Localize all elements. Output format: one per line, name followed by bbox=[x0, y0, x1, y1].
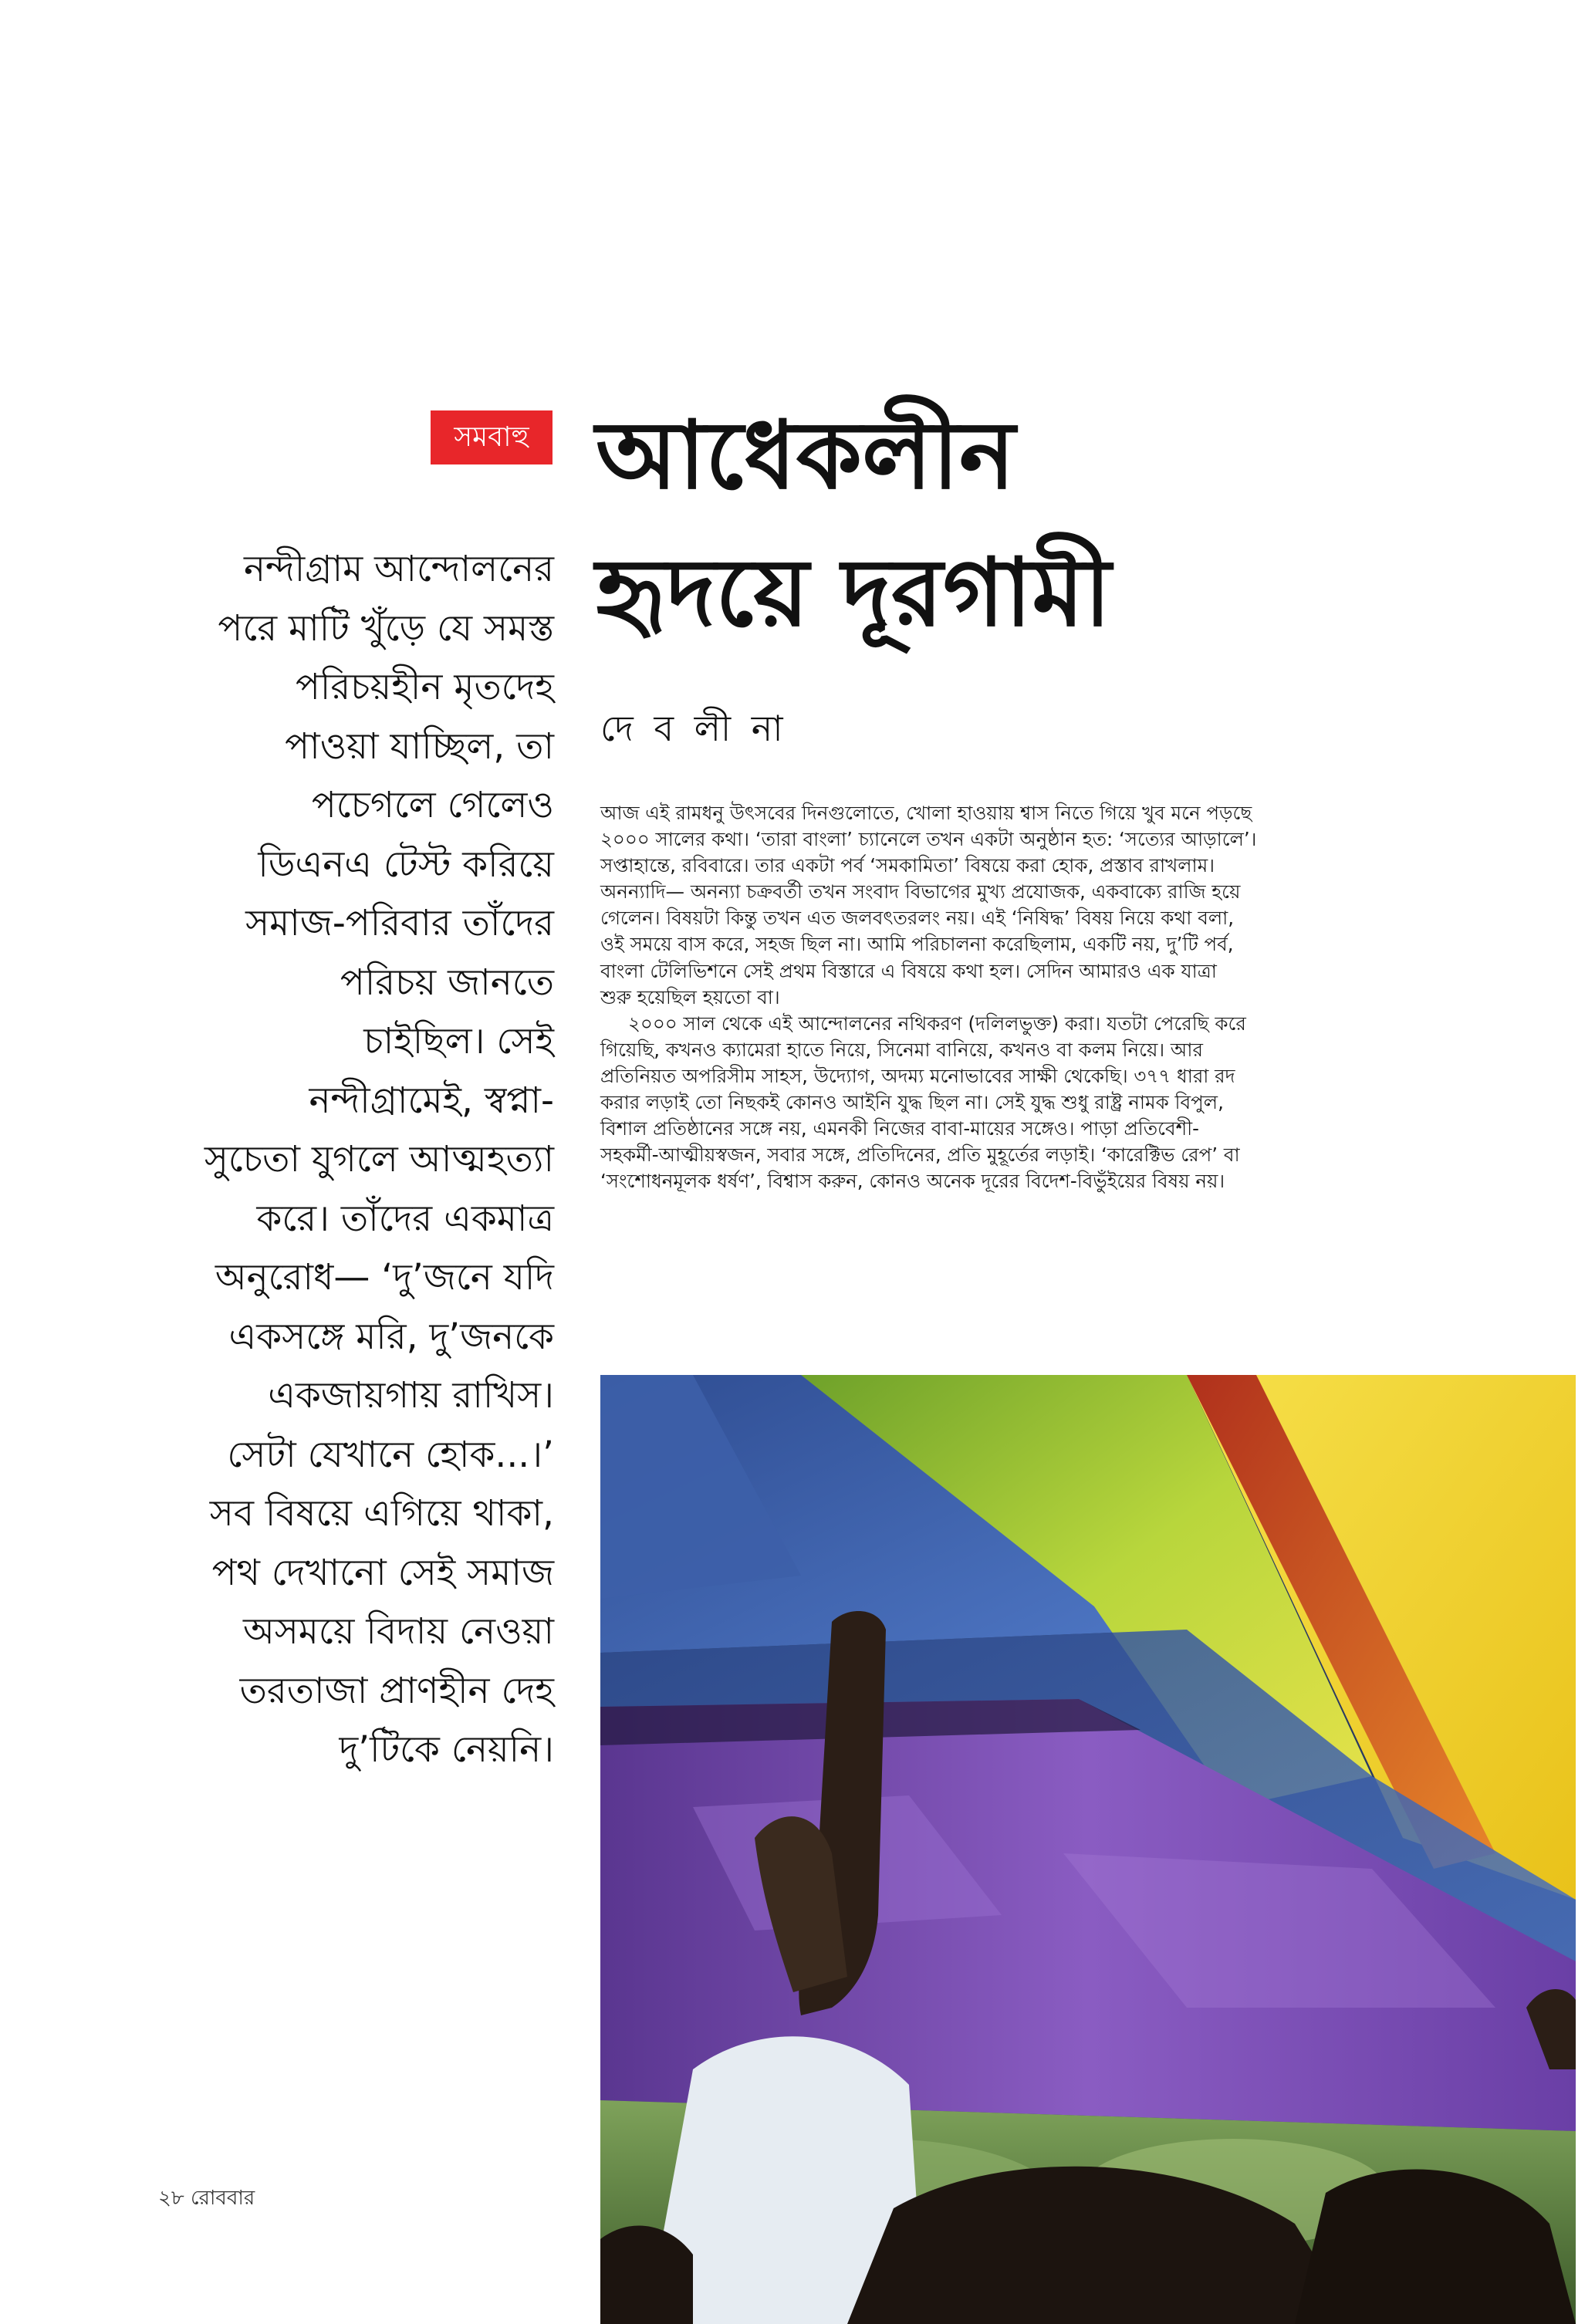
headline-line-1: আধেকলীন bbox=[596, 399, 1015, 510]
pull-quote-line: করে। তাঁদের একমাত্র bbox=[256, 1197, 554, 1240]
body-line: ‘সংশোধনমূলক ধর্ষণ’, বিশ্বাস করুন, কোনও অনেক দূরের বিদেশ-বিভুঁইয়ের বিষয় নয়। bbox=[600, 1170, 1225, 1193]
pull-quote-line: পথ দেখানো সেই সমাজ bbox=[211, 1551, 554, 1594]
article-body bbox=[600, 800, 1595, 1194]
body-line: গেলেন। বিষয়টা কিন্তু তখন এত জলবৎতরলং নয়। এই ‘নিষিদ্ধ’ বিষয় নিয়ে কথা বলা, bbox=[600, 907, 1234, 930]
body-line: সপ্তাহান্তে, রবিবারে। তার একটা পর্ব ‘সমকামিতা’ বিষয়ে করা হোক, প্রস্তাব রাখলাম। bbox=[600, 854, 1215, 877]
pull-quote-line: একজায়গায় রাখিস। bbox=[268, 1374, 554, 1417]
rainbow-flag-illustration bbox=[600, 1375, 1576, 2324]
body-line: করার লড়াই তো নিছকই কোনও আইনি যুদ্ধ ছিল না। সেই যুদ্ধ শুধু রাষ্ট্র নামক বিপুল, bbox=[600, 1091, 1224, 1114]
pull-quote-line: পরে মাটি খুঁড়ে যে সমস্ত bbox=[218, 606, 554, 650]
pull-quote-line: অনুরোধ— ‘দু’জনে যদি bbox=[215, 1256, 554, 1299]
pull-quote-line: নন্দীগ্রামেই, স্বপ্না- bbox=[309, 1079, 554, 1122]
pull-quote-line: একসঙ্গে মরি, দু’জনকে bbox=[228, 1315, 554, 1358]
body-line: সহকর্মী-আত্মীয়স্বজন, সবার সঙ্গে, প্রতিদিনের, প্রতি মুহূর্তের লড়াই। ‘কারেক্টিভ রেপ’ বা bbox=[600, 1143, 1240, 1167]
pull-quote-line: নন্দীগ্রাম আন্দোলনের bbox=[244, 548, 554, 590]
body-line: প্রতিনিয়ত অপরিসীম সাহস, উদ্যোগ, অদম্য মনোভাবের সাক্ষী থেকেছি। ৩৭৭ ধারা রদ bbox=[600, 1064, 1235, 1087]
rainbow-flag-photo bbox=[600, 1375, 1576, 2324]
body-line: ওই সময়ে বাস করে, সহজ ছিল না। আমি পরিচালনা করেছিলাম, একটি নয়, দু’টি পর্ব, bbox=[600, 933, 1234, 956]
pull-quote-line: পচেগলে গেলেও bbox=[311, 784, 554, 826]
pull-quote-line: ডিএনএ টেস্ট করিয়ে bbox=[258, 843, 554, 886]
body-line: ২০০০ সালের কথা। ‘তারা বাংলা’ চ্যানেলে তখন একটা অনুষ্ঠান হত: ‘সত্যের আড়ালে’। bbox=[600, 828, 1257, 851]
pull-quote-line: দু’টিকে নেয়নি। bbox=[339, 1728, 554, 1771]
pull-quote-line: সুচেতা যুগলে আত্মহত্যা bbox=[204, 1138, 554, 1181]
headline-line-2: হৃদয়ে দূরগামী bbox=[596, 536, 1111, 647]
body-line: শুরু হয়েছিল হয়তো বা। bbox=[600, 985, 780, 1008]
body-line: বিশাল প্রতিষ্ঠানের সঙ্গে নয়, এমনকী নিজের বাবা-মায়ের সঙ্গেও। পাড়া প্রতিবেশী- bbox=[600, 1117, 1199, 1140]
pull-quote-line: সেটা যেখানে হোক...।’ bbox=[227, 1433, 554, 1476]
pull-quote-line: অসময়ে বিদায় নেওয়া bbox=[243, 1610, 554, 1653]
pull-quote bbox=[116, 540, 554, 1780]
article-headline bbox=[596, 386, 1583, 660]
pull-quote-line: পরিচয় জানতে bbox=[340, 961, 554, 1004]
body-line: গিয়েছি, কখনও ক্যামেরা হাতে নিয়ে, সিনেমা বানিয়ে, কখনও বা কলম নিয়ে। আর bbox=[600, 1038, 1203, 1061]
byline: দে ব লী না bbox=[600, 708, 788, 749]
pull-quote-line: চাইছিল। সেই bbox=[363, 1020, 554, 1062]
page-folio: ২৮ রোববার bbox=[158, 2187, 255, 2210]
body-line: বাংলা টেলিভিশনে সেই প্রথম বিস্তারে এ বিষয়ে কথা হল। সেদিন আমারও এক যাত্রা bbox=[600, 959, 1217, 982]
body-line: ২০০০ সাল থেকে এই আন্দোলনের নথিকরণ (দলিলভুক্ত) করা। যতটা পেরেছি করে bbox=[628, 1012, 1246, 1035]
pull-quote-line: পরিচয়হীন মৃতদেহ bbox=[295, 666, 554, 708]
section-tag: সমবাহু bbox=[431, 410, 553, 464]
pull-quote-line: সব বিষয়ে এগিয়ে থাকা, bbox=[209, 1492, 554, 1535]
body-line: আজ এই রামধনু উৎসবের দিনগুলোতে, খোলা হাওয়ায় শ্বাস নিতে গিয়ে খুব মনে পড়ছে bbox=[600, 802, 1252, 824]
body-line: অনন্যাদি— অনন্যা চক্রবর্তী তখন সংবাদ বিভাগের মুখ্য প্রযোজক, একবাক্যে রাজি হয়ে bbox=[600, 880, 1241, 904]
pull-quote-line: তরতাজা প্রাণহীন দেহ bbox=[239, 1669, 554, 1712]
pull-quote-line: পাওয়া যাচ্ছিল, তা bbox=[285, 725, 554, 768]
pull-quote-line: সমাজ-পরিবার তাঁদের bbox=[245, 902, 554, 944]
